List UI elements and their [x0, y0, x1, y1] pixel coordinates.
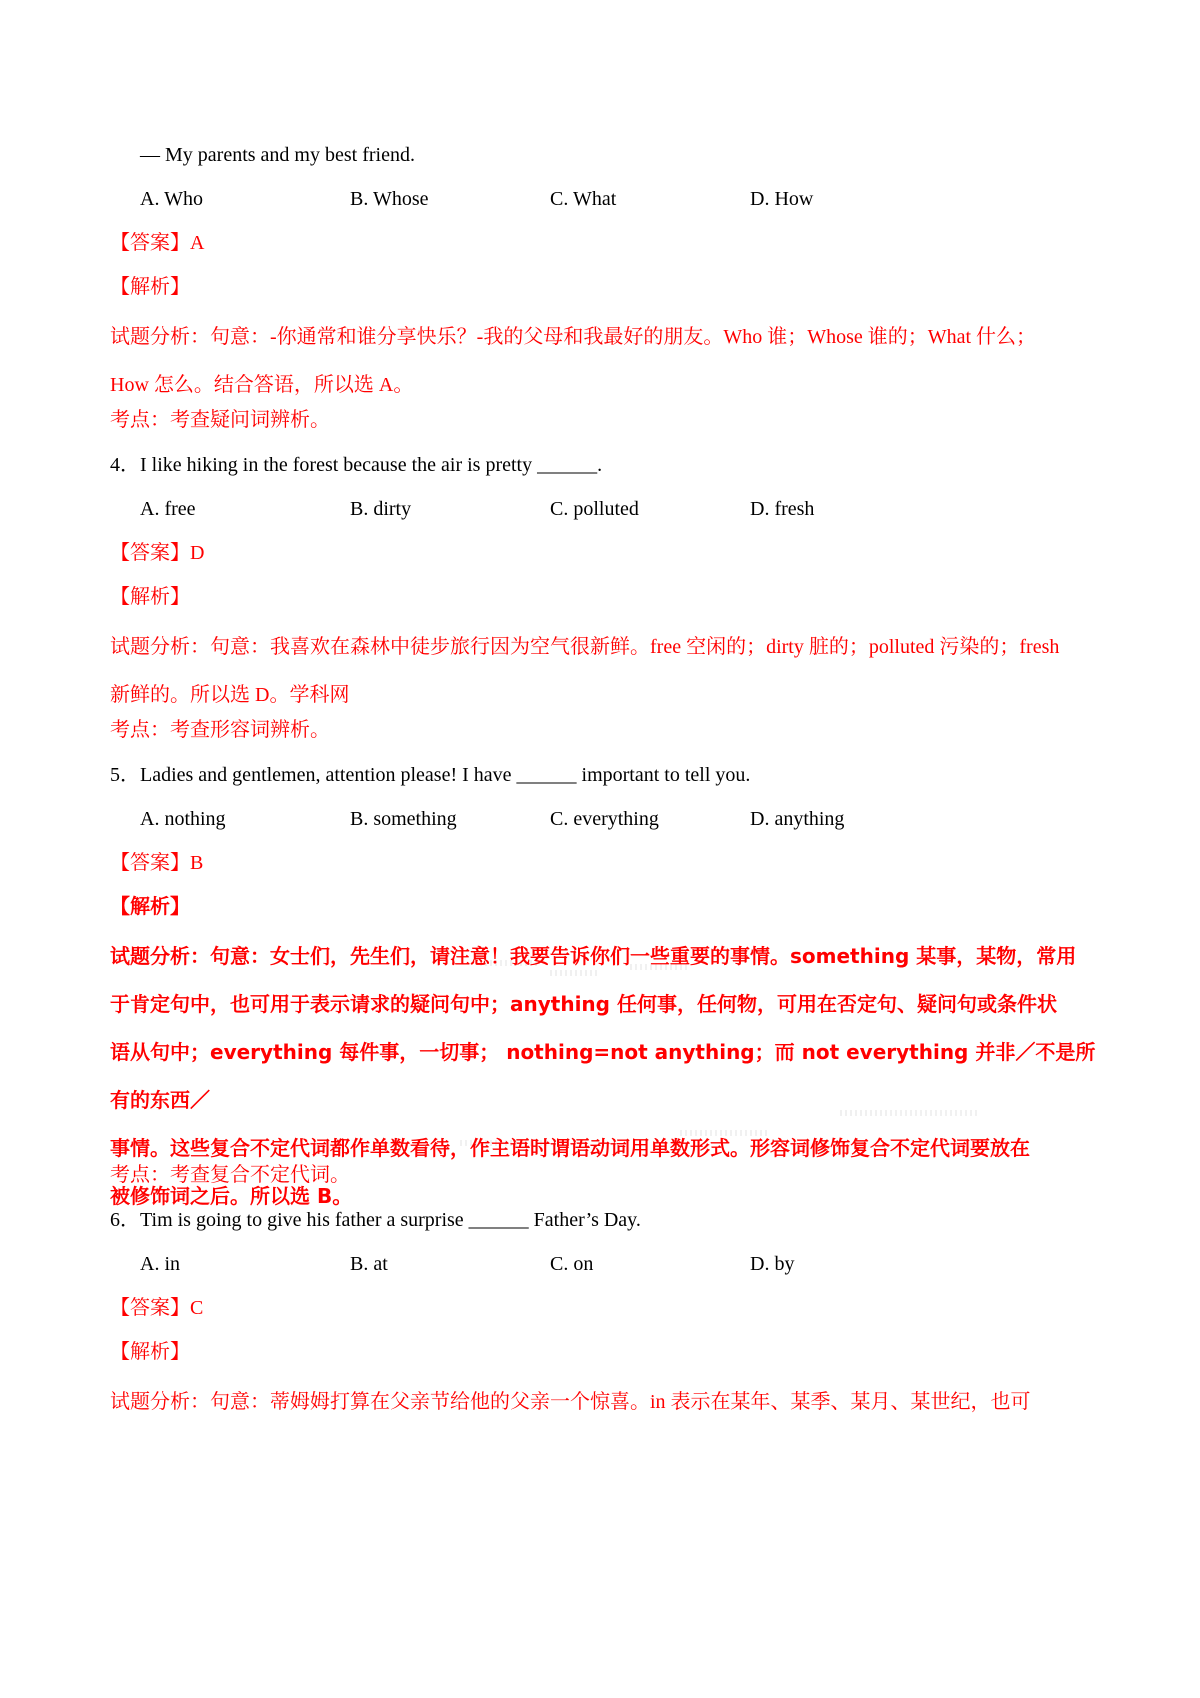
q3-option-c: C. What: [550, 188, 617, 210]
answer-value: B: [190, 852, 204, 874]
analysis-line: 新鲜的。所以选 D。学科网: [110, 684, 350, 706]
q6-options: [140, 1249, 1040, 1279]
q6-analysis: [110, 1378, 1110, 1426]
q5-option-a: A. nothing: [140, 808, 226, 830]
q5-option-b: B. something: [350, 808, 457, 830]
q3-kaodian: 考点：考查疑问词辨析。: [110, 409, 330, 431]
q6-question: 6．Tim is going to give his father a surprise ______ Father’s Day.: [110, 1209, 641, 1231]
q3-answer: [110, 228, 1120, 258]
q5-kaodian: 考点：考查复合不定代词。: [110, 1164, 350, 1186]
q5-answer: [110, 848, 1120, 878]
q4-option-a: A. free: [140, 498, 196, 520]
analysis-line: 试题分析：句意：我喜欢在森林中徒步旅行因为空气很新鲜。free 空闲的；dirty 脏的；polluted 污染的；fresh: [110, 636, 1060, 658]
q5-options: [140, 804, 1040, 834]
answer-label: 【答案】: [110, 852, 190, 874]
q6-option-d: D. by: [750, 1253, 795, 1275]
q6-analysis-label: 【解析】: [110, 1341, 190, 1363]
q5-question: 5．Ladies and gentlemen, attention please! I have ______ important to tell you.: [110, 764, 751, 786]
q5-analysis-label: 【解析】: [110, 896, 190, 918]
q3-answer-line: — My parents and my best friend.: [140, 144, 415, 166]
q6-option-a: A. in: [140, 1253, 180, 1275]
analysis-line: 试题分析：句意：女士们，先生们，请注意！我要告诉你们一些重要的事情。something 某事，某物，常用: [110, 944, 1077, 968]
analysis-line: How 怎么。结合答语，所以选 A。: [110, 374, 414, 396]
q3-analysis: [110, 313, 1110, 409]
answer-label: 【答案】: [110, 1297, 190, 1319]
analysis-line: 于肯定句中，也可用于表示请求的疑问句中；anything 任何事，任何物，可用在否定句、疑问句或条件状: [110, 992, 1057, 1016]
answer-label: 【答案】: [110, 232, 190, 254]
analysis-line: 试题分析：句意：-你通常和谁分享快乐？-我的父母和我最好的朋友。Who 谁；Whose 谁的；What 什么；: [110, 326, 1037, 348]
q5-option-c: C. everything: [550, 808, 659, 830]
q4-option-d: D. fresh: [750, 498, 815, 520]
q4-analysis-label: 【解析】: [110, 586, 190, 608]
q3-options: [140, 184, 1040, 214]
answer-value: A: [190, 232, 205, 254]
answer-value: D: [190, 542, 205, 564]
analysis-line: 被修饰词之后。所以选 B。: [110, 1184, 353, 1208]
q6-option-b: B. at: [350, 1253, 388, 1275]
q3-option-d: D. How: [750, 188, 814, 210]
q3-option-a: A. Who: [140, 188, 203, 210]
q4-kaodian: 考点：考查形容词辨析。: [110, 719, 330, 741]
q5-option-d: D. anything: [750, 808, 845, 830]
analysis-line: 试题分析：句意：蒂姆姆打算在父亲节给他的父亲一个惊喜。in 表示在某年、某季、某月、某世纪，也可: [110, 1391, 1031, 1413]
answer-value: C: [190, 1297, 204, 1319]
analysis-line: 事情。这些复合不定代词都作单数看待，作主语时谓语动词用单数形式。形容词修饰复合不定代词要放在: [110, 1136, 1030, 1160]
q4-answer: [110, 538, 1120, 568]
q4-options: [140, 494, 1040, 524]
answer-label: 【答案】: [110, 542, 190, 564]
q4-option-b: B. dirty: [350, 498, 412, 520]
q3-analysis-label: 【解析】: [110, 276, 190, 298]
q4-option-c: C. polluted: [550, 498, 639, 520]
q6-option-c: C. on: [550, 1253, 594, 1275]
q6-answer: [110, 1293, 1120, 1323]
q4-analysis: [110, 623, 1110, 719]
analysis-line: 语从句中；everything 每件事，一切事； nothing=not anything；而 not everything 并非／不是所有的东西／: [110, 1040, 1096, 1112]
q4-question: 4．I like hiking in the forest because the air is pretty ______.: [110, 454, 603, 476]
q3-option-b: B. Whose: [350, 188, 429, 210]
